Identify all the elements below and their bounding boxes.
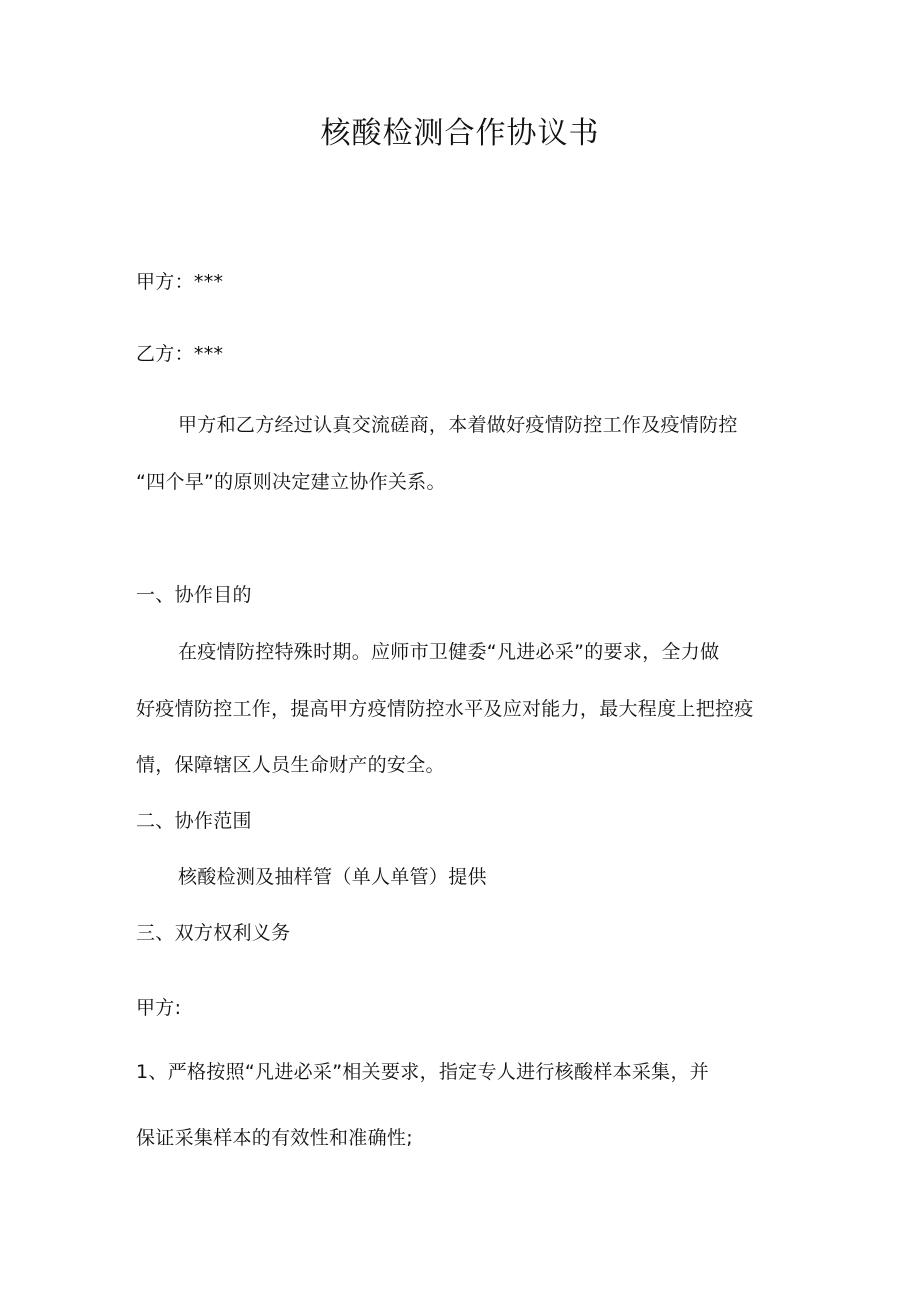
section-heading-purpose: 一、协作目的 bbox=[136, 584, 252, 606]
party-a-line: 甲方：*** bbox=[136, 271, 224, 293]
rights-party-a-label: 甲方: bbox=[136, 997, 182, 1019]
document-title: 核酸检测合作协议书 bbox=[320, 116, 600, 151]
intro-paragraph-line: 甲方和乙方经过认真交流磋商，本着做好疫情防控工作及疫情防控 bbox=[178, 414, 738, 436]
intro-paragraph-line: “四个早”的原则决定建立协作关系。 bbox=[136, 471, 446, 493]
purpose-paragraph-line: 在疫情防控特殊时期。应师市卫健委“凡进必采”的要求，全力做 bbox=[178, 641, 720, 663]
party-b-line: 乙方：*** bbox=[136, 343, 224, 365]
scope-paragraph-line: 核酸检测及抽样管（单人单管）提供 bbox=[178, 866, 487, 888]
section-heading-scope: 二、协作范围 bbox=[136, 810, 252, 832]
purpose-paragraph-line: 好疫情防控工作，提高甲方疫情防控水平及应对能力，最大程度上把控疫 bbox=[136, 698, 754, 720]
purpose-paragraph-line: 情，保障辖区人员生命财产的安全。 bbox=[136, 754, 445, 776]
rights-item-line: 1、严格按照“凡进必采”相关要求，指定专人进行核酸样本采集，并 bbox=[136, 1061, 710, 1083]
rights-item-line: 保证采集样本的有效性和准确性; bbox=[136, 1127, 413, 1149]
section-heading-rights: 三、双方权利义务 bbox=[136, 922, 291, 944]
